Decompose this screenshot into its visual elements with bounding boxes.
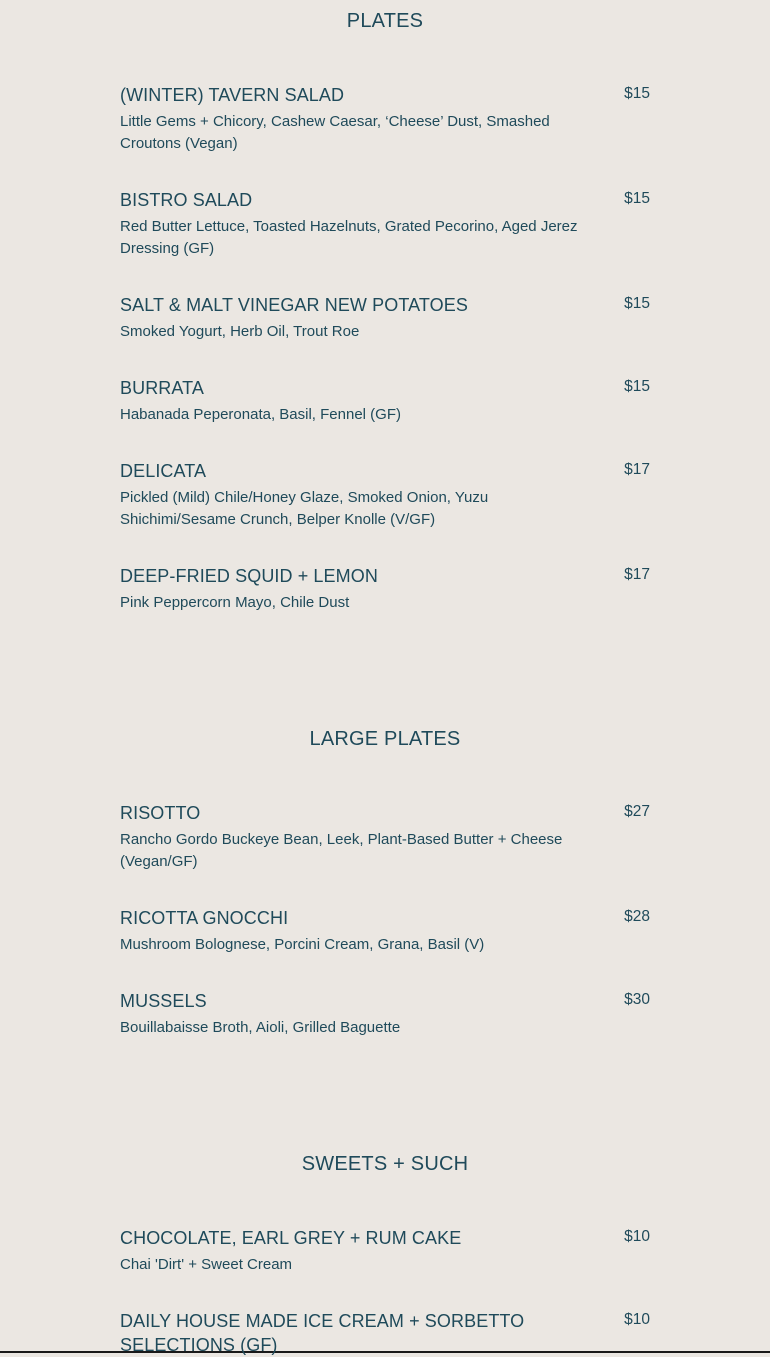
item-price: $15 xyxy=(624,378,650,395)
item-name: DEEP-FRIED SQUID + LEMON xyxy=(120,566,378,586)
item-description: Habanada Peperonata, Basil, Fennel (GF) xyxy=(120,406,401,423)
menu-item-deep-fried-squid xyxy=(120,564,650,614)
item-name: MUSSELS xyxy=(120,991,207,1011)
section-title-plates: PLATES xyxy=(346,10,424,32)
menu-item-risotto xyxy=(120,801,650,873)
item-price: $10 xyxy=(624,1311,650,1328)
item-price: $15 xyxy=(624,295,650,312)
item-description: Mushroom Bolognese, Porcini Cream, Grana, Basil (V) xyxy=(120,936,485,953)
section-title-large-plates: LARGE PLATES xyxy=(309,728,461,750)
menu-item-salt-malt-potatoes xyxy=(120,293,650,343)
menu-item-burrata xyxy=(120,376,650,426)
item-description: Smoked Yogurt, Herb Oil, Trout Roe xyxy=(120,323,360,340)
item-price: $17 xyxy=(624,461,650,478)
item-name: RICOTTA GNOCCHI xyxy=(120,908,289,928)
item-description: Pickled (Mild) Chile/Honey Glaze, Smoked Onion, Yuzu Shichimi/Sesame Crunch, Belper Knolle (V/GF) xyxy=(120,489,489,528)
menu-item-mussels xyxy=(120,989,650,1039)
item-description: Red Butter Lettuce, Toasted Hazelnuts, Grated Pecorino, Aged Jerez Dressing (GF) xyxy=(120,218,578,257)
item-name: SALT & MALT VINEGAR NEW POTATOES xyxy=(120,295,468,315)
item-description: Rancho Gordo Buckeye Bean, Leek, Plant-Based Butter + Cheese (Vegan/GF) xyxy=(120,831,563,870)
item-price: $15 xyxy=(624,190,650,207)
menu-item-delicata xyxy=(120,459,650,531)
item-name: DAILY HOUSE MADE ICE CREAM + SORBETTO SELECTIONS (GF) xyxy=(120,1311,525,1355)
item-name: CHOCOLATE, EARL GREY + RUM CAKE xyxy=(120,1228,462,1248)
item-price: $17 xyxy=(624,566,650,583)
menu-item-winter-tavern-salad xyxy=(120,83,650,155)
item-name: BISTRO SALAD xyxy=(120,190,253,210)
item-name: (WINTER) TAVERN SALAD xyxy=(120,85,345,105)
item-description: Chai 'Dirt' + Sweet Cream xyxy=(120,1256,293,1273)
item-description: Bouillabaisse Broth, Aioli, Grilled Baguette xyxy=(120,1019,401,1036)
menu-item-ricotta-gnocchi xyxy=(120,906,650,956)
menu-item-ice-cream xyxy=(120,1309,650,1357)
menu-item-bistro-salad xyxy=(120,188,650,260)
item-price: $10 xyxy=(624,1228,650,1245)
menu-item-chocolate-cake xyxy=(120,1226,650,1276)
item-description: Little Gems + Chicory, Cashew Caesar, ‘Cheese’ Dust, Smashed Croutons (Vegan) xyxy=(120,113,550,152)
item-price: $30 xyxy=(624,991,650,1008)
item-name: RISOTTO xyxy=(120,803,201,823)
item-description: Pink Peppercorn Mayo, Chile Dust xyxy=(120,594,350,611)
item-price: $28 xyxy=(624,908,650,925)
item-price: $27 xyxy=(624,803,650,820)
section-title-sweets: SWEETS + SUCH xyxy=(301,1153,469,1175)
item-name: DELICATA xyxy=(120,461,207,481)
item-price: $15 xyxy=(624,85,650,102)
item-name: BURRATA xyxy=(120,378,205,398)
